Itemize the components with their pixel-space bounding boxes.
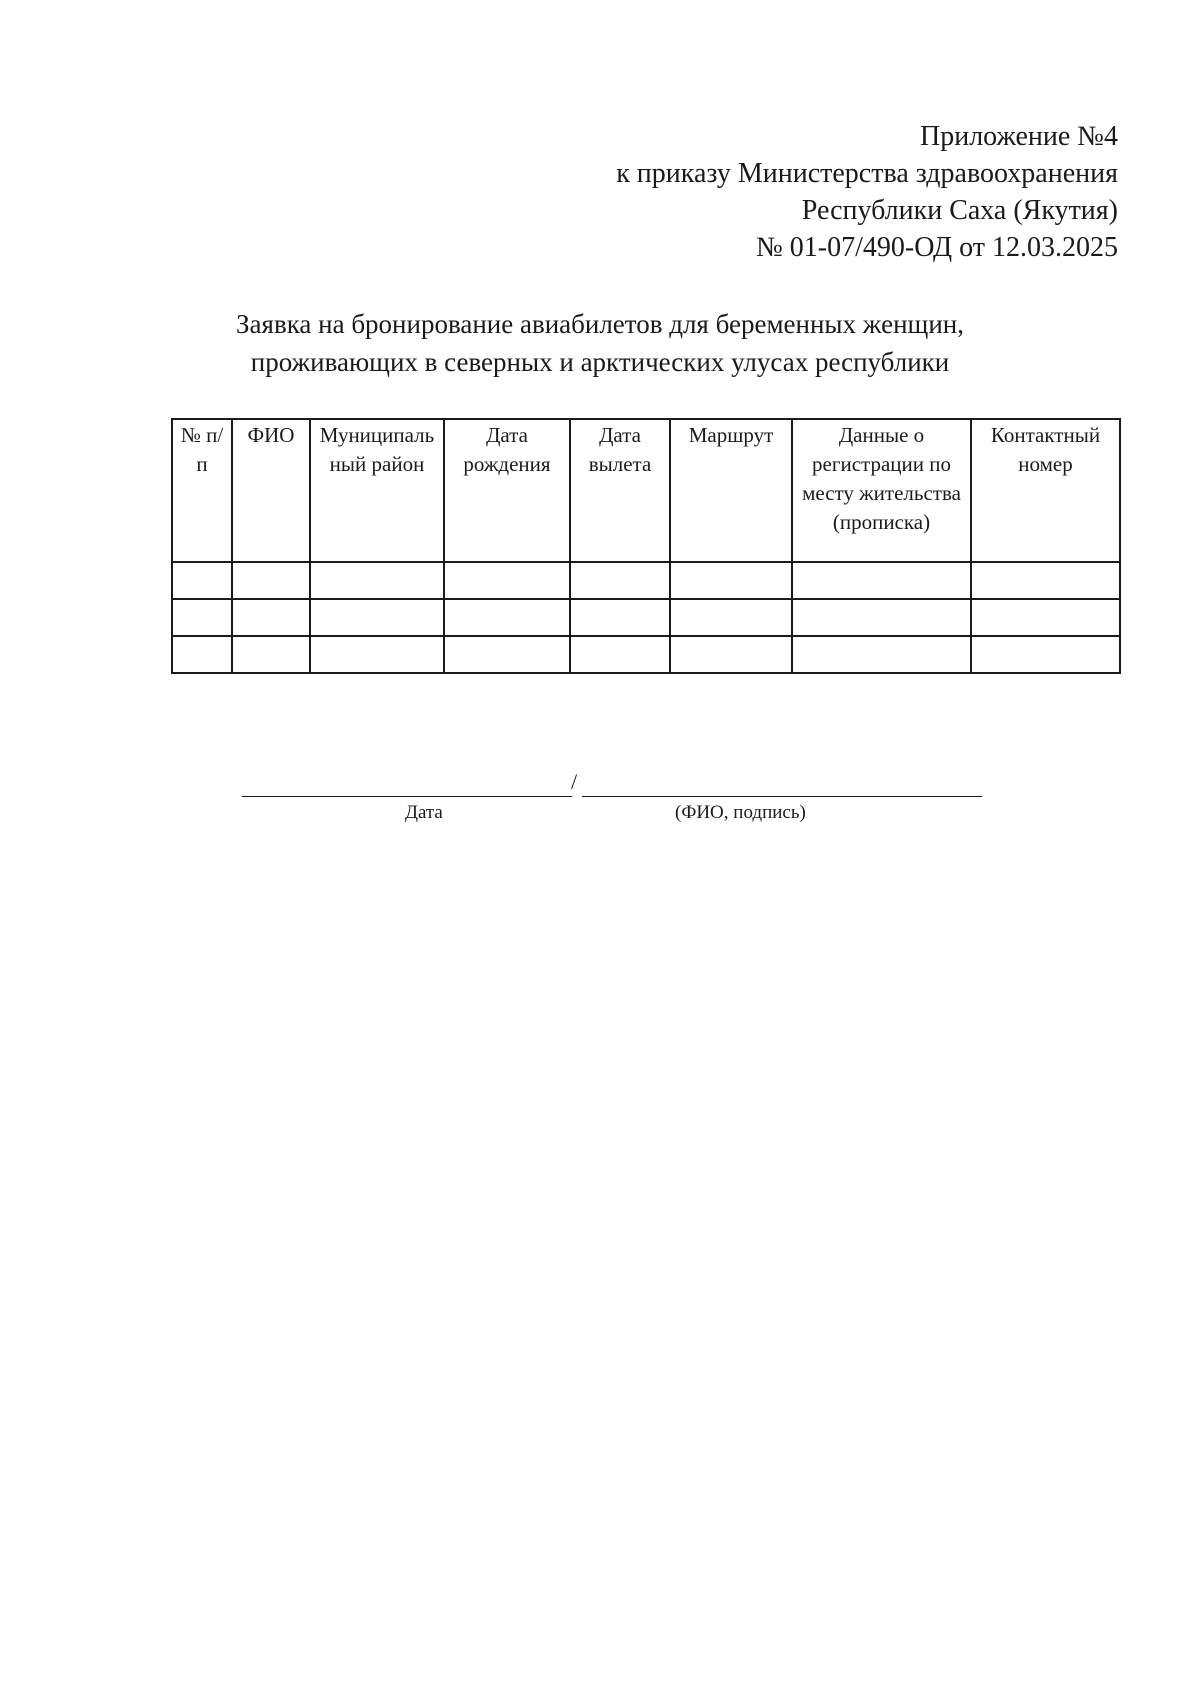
table-cell[interactable] [670,636,792,673]
table-cell[interactable] [232,636,310,673]
date-label: Дата [405,802,443,823]
table-cell[interactable] [670,562,792,599]
table-cell[interactable] [570,636,670,673]
table-row [172,562,1120,599]
table-cell[interactable] [232,562,310,599]
table-cell[interactable] [570,599,670,636]
table-row [172,636,1120,673]
column-header-birth-date: Дата рождения [444,419,570,562]
appendix-republic: Республики Саха (Якутия) [801,195,1118,226]
table-header-row [172,419,1120,562]
table-cell[interactable] [971,636,1120,673]
table-cell[interactable] [172,636,232,673]
table-cell[interactable] [444,599,570,636]
document-title [0,305,1200,381]
table-cell[interactable] [310,562,444,599]
signature-separator: / [571,769,578,794]
column-header-district: Муниципальный район [310,419,444,562]
column-header-phone: Контактный номер [971,419,1120,562]
document-title-line-1: Заявка на бронирование авиабилетов для беременных женщин, [236,309,964,339]
table-cell[interactable] [971,562,1120,599]
column-header-route: Маршрут [670,419,792,562]
table-cell[interactable] [570,562,670,599]
table-cell[interactable] [232,599,310,636]
column-header-fio: ФИО [232,419,310,562]
date-signature-line[interactable] [242,796,572,797]
table-cell[interactable] [792,636,971,673]
booking-request-table [171,418,1121,674]
appendix-order-number: № 01-07/490-ОД от 12.03.2025 [756,232,1118,263]
column-header-registration: Данные о регистрации по месту жительства (прописка) [792,419,971,562]
table-cell[interactable] [310,636,444,673]
signature-block [242,764,982,824]
appendix-order-ref: к приказу Министерства здравоохранения [616,158,1118,189]
column-header-number: № п/п [172,419,232,562]
table-cell[interactable] [172,562,232,599]
table-row [172,599,1120,636]
table-cell[interactable] [971,599,1120,636]
table-cell[interactable] [792,562,971,599]
name-signature-line[interactable] [582,796,982,797]
appendix-header [616,118,1118,266]
table-cell[interactable] [444,562,570,599]
column-header-departure-date: Дата вылета [570,419,670,562]
appendix-number: Приложение №4 [920,121,1118,152]
document-title-line-2: проживающих в северных и арктических улусах республики [250,347,950,377]
table-cell[interactable] [172,599,232,636]
table-cell[interactable] [792,599,971,636]
table-cell[interactable] [670,599,792,636]
table-cell[interactable] [444,636,570,673]
table-cell[interactable] [310,599,444,636]
name-signature-label: (ФИО, подпись) [675,802,806,823]
